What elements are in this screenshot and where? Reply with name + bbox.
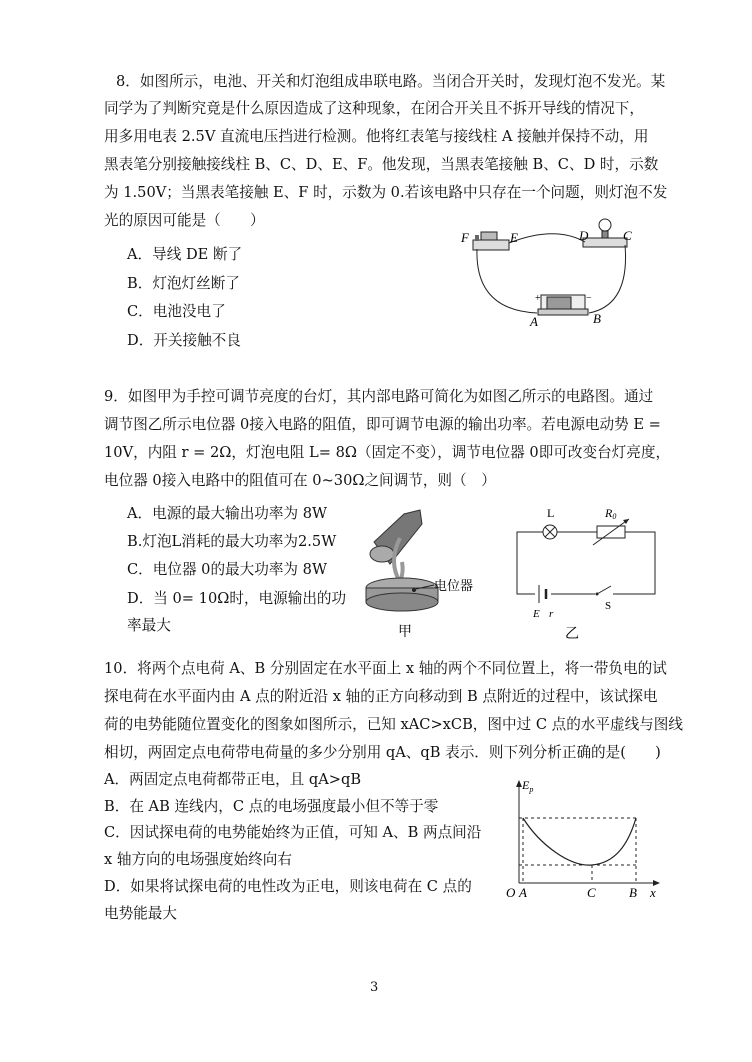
graph-label-a: A [519,885,527,900]
q9-line-2: 调节图乙所示电位器 0接入电路的阻值，即可调节电源的输出功率。若电源电动势 E = [104,416,661,433]
graph-label-o: O [506,885,516,900]
caption-jia: 甲 [398,625,412,640]
graph-label-b: B [629,885,637,900]
q10-option-b: B．在 AB 连线内，C 点的电场强度最小但不等于零 [104,798,439,815]
q10-line-3: 荷的电势能随位置变化的图象如图所示，已知 xAC>xCB，图中过 C 点的水平虚线与图线 [104,716,683,733]
q10-line-2: 探电荷在水平面内由 A 点的附近沿 x 轴的正方向移动到 B 点附近的过程中，该试探电 [104,688,658,705]
q8-option-a: A．导线 DE 断了 [127,246,243,263]
caption-yi: 乙 [565,627,579,642]
graph-label-c: C [587,885,596,900]
q9-lamp-figure [360,492,490,644]
page-number: 3 [370,980,379,995]
q9-option-d-cont: 率最大 [127,617,171,634]
q9-option-a: A．电源的最大输出功率为 8W [127,505,327,522]
q8-line-1: 8．如图所示，电池、开关和灯泡组成串联电路。当闭合开关时，发现灯泡不发光。某 [116,73,666,90]
q8-line-5: 为 1.50V；当黑表笔接触 E、F 时，示数为 0.若该电路中只存在一个问题，则灯泡不发 [104,184,668,201]
q10-option-c: C．因试探电荷的电势能始终为正值，可知 A、B 两点间沿 [104,824,482,841]
label-r0: R0 [605,506,617,521]
q9-option-d: D．当 0= 10Ω时，电源输出的功 [127,590,347,607]
label-r: r [549,608,554,620]
label-e: E [510,230,518,245]
label-plus: + [535,293,541,304]
label-a: A [530,314,538,329]
label-f: F [461,230,469,245]
label-potentiometer: 电位器 [434,578,474,593]
label-b: B [593,311,601,326]
label-minus: − [586,293,592,304]
q9-line-4: 电位器 0接入电路中的阻值可在 0~30Ω之间调节，则（ ） [104,472,496,489]
q10-line-4: 相切，两固定点电荷带电荷量的多少分别用 qA、qB 表示．则下列分析正确的是( ) [104,744,661,761]
q8-option-d: D．开关接触不良 [127,332,241,349]
q9-option-b: B.灯泡L消耗的最大功率为2.5W [127,533,337,550]
q8-option-b: B．灯泡灯丝断了 [127,275,240,292]
q10-option-a: A．两固定点电荷都带正电，且 qA>qB [104,771,362,788]
q10-option-d-cont: 电势能最大 [104,905,177,922]
label-l: L [547,506,555,520]
q9-option-c: C．电位器 0的最大功率为 8W [127,561,327,578]
q9-circuit-figure [505,497,665,645]
q10-line-1: 10．将两个点电荷 A、B 分别固定在水平面上 x 轴的两个不同位置上，将一带负电的试 [104,660,667,677]
graph-y-label: $E_p$ [522,778,534,794]
q9-line-3: 10V，内阻 r = 2Ω，灯泡电阻 L= 8Ω（固定不变），调节电位器 0即可改变台灯亮度， [104,444,671,461]
q10-option-d: D．如果将试探电荷的电性改为正电，则该电荷在 C 点的 [104,878,472,895]
q8-option-c: C．电池没电了 [127,303,226,320]
q10-option-c-cont: x 轴方向的电场强度始终向右 [104,851,292,868]
label-e: E [533,608,540,620]
q8-circuit-figure [455,215,655,335]
label-d: D [579,228,589,243]
q8-line-6: 光的原因可能是（ ） [104,212,265,229]
q10-ep-graph [500,775,665,905]
label-c: C [623,228,632,243]
label-s: S [605,600,612,612]
q9-line-1: 9．如图甲为手控可调节亮度的台灯，其内部电路可简化为如图乙所示的电路图。通过 [104,388,654,405]
q8-line-2: 同学为了判断究竟是什么原因造成了这种现象，在闭合开关且不拆开导线的情况下， [104,100,644,117]
q8-line-3: 用多用电表 2.5V 直流电压挡进行检测。他将红表笔与接线柱 A 接触并保持不动，用 [104,128,649,145]
graph-x-label: x [650,885,656,900]
q8-line-4: 黑表笔分别接触接线柱 B、C、D、E、F。他发现，当黑表笔接触 B、C、D 时，示数 [104,156,659,173]
